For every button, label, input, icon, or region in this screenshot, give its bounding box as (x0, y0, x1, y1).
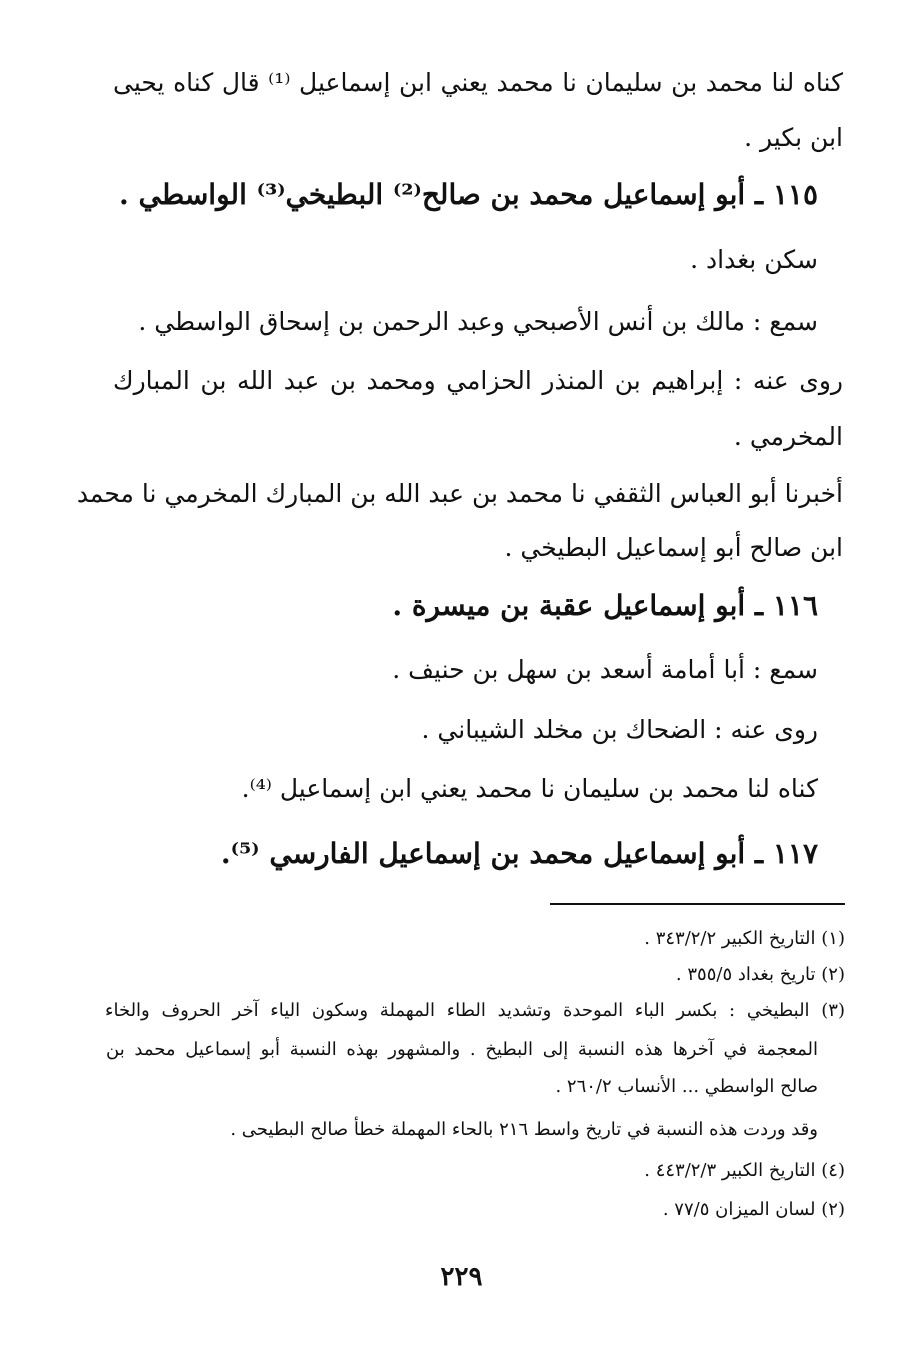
paragraph-line: روى عنه : إبراهيم بن المنذر الحزامي ومحمد بن عبد الله بن المبارك (113, 366, 843, 395)
paragraph-line: أخبرنا أبو العباس الثقفي نا محمد بن عبد الله بن المبارك المخرمي نا محمد (76, 479, 843, 508)
paragraph: كناه لنا محمد بن سليمان نا محمد يعني ابن إسماعيل ⁽⁴⁾. (241, 774, 818, 803)
paragraph-line: كناه لنا محمد بن سليمان نا محمد يعني ابن إسماعيل ⁽¹⁾ قال كناه يحيى (113, 68, 843, 97)
footnote-2: (٢) تاريخ بغداد ٣٥٥/٥ . (675, 964, 845, 985)
paragraph: سمع : أبا أمامة أسعد بن سهل بن حنيف . (392, 655, 818, 684)
paragraph: سكن بغداد . (690, 245, 818, 274)
footnote-4: (٤) التاريخ الكبير ٤٤٣/٢/٣ . (644, 1160, 845, 1181)
footnote-3-note: وقد وردت هذه النسبة في تاريخ واسط ٢١٦ بالحاء المهملة خطأ صالح البطيحى . (230, 1119, 818, 1140)
footnote-3-line: صالح الواسطي ... الأنساب ٢٦٠/٢ . (555, 1076, 818, 1097)
paragraph-line: ابن بكير . (744, 123, 843, 152)
paragraph-line: ابن صالح أبو إسماعيل البطيخي . (504, 533, 843, 562)
page-number: ٢٢٩ (440, 1262, 483, 1292)
footnote-1: (١) التاريخ الكبير ٣٤٣/٢/٢ . (644, 928, 845, 949)
entry-heading-117: ١١٧ ـ أبو إسماعيل محمد بن إسماعيل الفارسي ⁽⁵⁾. (220, 837, 818, 870)
paragraph-line: المخرمي . (733, 422, 843, 451)
entry-heading-116: ١١٦ ـ أبو إسماعيل عقبة بن ميسرة . (392, 589, 818, 622)
entry-heading-115: ١١٥ ـ أبو إسماعيل محمد بن صالح⁽²⁾ البطيخي⁽³⁾ الواسطي . (119, 178, 818, 211)
footnote-3-line: (٣) البطيخي : بكسر الباء الموحدة وتشديد الطاء المهملة وسكون الياء آخر الحروف والخاء (105, 1000, 845, 1021)
footnote-3-line: المعجمة في آخرها هذه النسبة إلى البطيخ . والمشهور بهذه النسبة أبو إسماعيل محمد بن (106, 1039, 818, 1060)
paragraph: سمع : مالك بن أنس الأصبحي وعبد الرحمن بن إسحاق الواسطي . (138, 307, 818, 336)
footnote-5: (٢) لسان الميزان ٧٧/٥ . (662, 1199, 845, 1220)
footnote-separator (550, 903, 845, 905)
paragraph: روى عنه : الضحاك بن مخلد الشيباني . (421, 715, 818, 744)
